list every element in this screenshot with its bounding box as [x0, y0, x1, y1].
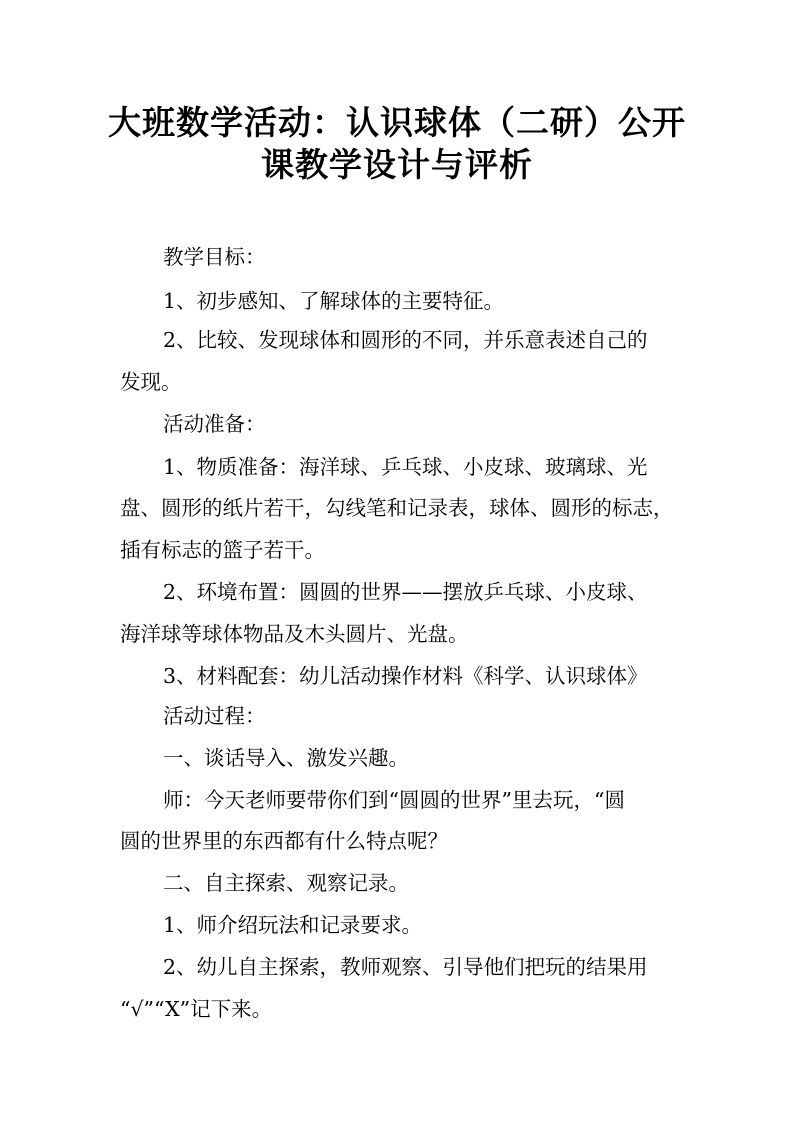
paragraph-line: 插有标志的篮子若干。 [120, 538, 325, 562]
paragraph-line: 圆的世界里的东西都有什么特点呢？ [120, 829, 448, 853]
paragraph-line: 2、幼儿自主探索，教师观察、引导他们把玩的结果用 [163, 955, 648, 979]
section-heading-process: 活动过程： [163, 704, 266, 728]
paragraph-line: 2、比较、发现球体和圆形的不同，并乐意表述自己的 [163, 328, 648, 352]
document-title-line-2: 课教学设计与评析 [261, 145, 533, 184]
section-heading-objectives: 教学目标： [163, 245, 266, 269]
paragraph-line: 2、环境布置：圆圆的世界——摆放乒乓球、小皮球、 [163, 580, 648, 604]
paragraph-line: 一、谈话导入、激发兴趣。 [163, 746, 409, 770]
paragraph-line: 1、物质准备：海洋球、乒乓球、小皮球、玻璃球、光 [163, 455, 648, 479]
paragraph-line: 1、初步感知、了解球体的主要特征。 [163, 289, 505, 313]
paragraph-line: 发现。 [120, 370, 182, 394]
document-title-line-1: 大班数学活动：认识球体（二研）公开 [108, 103, 686, 142]
paragraph-line: “√”“X”记下来。 [120, 997, 273, 1021]
paragraph-line: 师：今天老师要带你们到“圆圆的世界”里去玩，“圆 [163, 788, 625, 812]
paragraph-line: 3、材料配套：幼儿活动操作材料《科学、认识球体》 [163, 664, 648, 688]
paragraph-line: 海洋球等球体物品及木头圆片、光盘。 [120, 622, 469, 646]
paragraph-line: 二、自主探索、观察记录。 [163, 871, 409, 895]
paragraph-line: 盘、圆形的纸片若干，勾线笔和记录表，球体、圆形的标志， [120, 496, 674, 520]
paragraph-line: 1、师介绍玩法和记录要求。 [163, 913, 423, 937]
section-heading-preparation: 活动准备： [163, 412, 266, 436]
